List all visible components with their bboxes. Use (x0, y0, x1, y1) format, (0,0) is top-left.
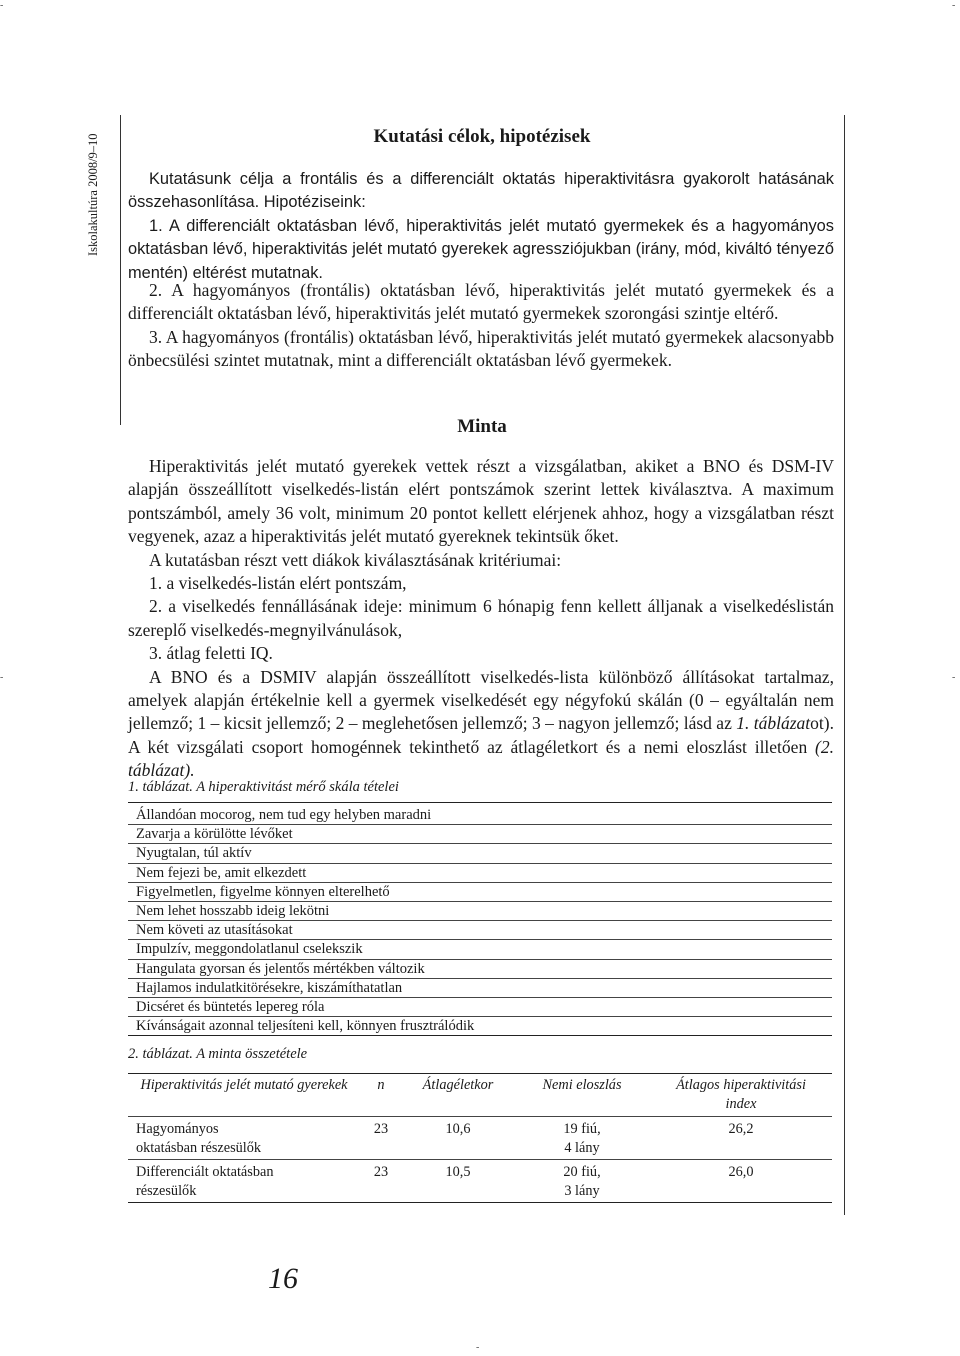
criteria-item-3: 3. átlag feletti IQ. (149, 643, 273, 664)
crop-mark: - (952, 672, 956, 683)
table-row (128, 1120, 832, 1158)
sample-title: Minta (457, 416, 507, 437)
cell-index: 26,0 (728, 1164, 754, 1180)
crop-mark: - (952, 0, 956, 11)
table-1-reference: 1. táblázat (736, 713, 811, 734)
hypothesis-3: 3. A hagyományos (frontális) oktatásban lévő, hiperaktivitás jelét mutató gyermekek alacsonyabb önbecsülési szintet mutatnak, mint a differenciált oktatásban lévő gyermekek. (128, 326, 834, 371)
table-row: Nem követi az utasításokat (136, 922, 293, 939)
table-row: Hangulata gyorsan és jelentős mértékben változik (136, 960, 425, 977)
table-header-row (128, 1076, 832, 1114)
cell-age: 10,5 (445, 1164, 471, 1180)
table-2-reference: (2. táblázat). (128, 736, 834, 781)
hypotheses-block-2 (128, 279, 834, 373)
table-rule (128, 802, 832, 803)
table-1-caption: 1. táblázat. A hiperaktivitást mérő skála tételei (128, 779, 399, 795)
hypothesis-2: 2. A hagyományos (frontális) oktatásban lévő, hiperaktivitás jelét mutató gyermekek és a differenciált oktatásban lévő, hiperaktivitás jelét mutató gyermekek szorongási szintje eltérő. (128, 280, 834, 324)
crop-mark: - (0, 0, 4, 11)
header-group: Hiperaktivitás jelét mutató gyerekek (140, 1077, 348, 1093)
header-sex: Nemi eloszlás (542, 1077, 622, 1093)
criteria-item-2: 2. a viselkedés fennállásának ideje: minimum 6 hónapig fenn kellett álljanak a viselkedéslistán szereplő viselkedés-megnyilvánulások, (128, 596, 834, 640)
table-row: Kívánságait azonnal teljesíteni kell, könnyen frusztrálódik (136, 1018, 475, 1035)
header-index: Átlagos hiperaktivitási index (676, 1077, 806, 1112)
cell-group: Differenciált oktatásban részesülők (136, 1164, 274, 1199)
table-row: Impulzív, meggondolatlanul cselekszik (136, 941, 363, 958)
hypothesis-1: 1. A differenciált oktatásban lévő, hiperaktivitás jelét mutató gyermekek és a hagyományos oktatásban lévő, hiperaktivitás jelét mutató gyerekek agressziójukban (irány, mód, kiváltó tényező mentén) eltérést mutatnak. (128, 216, 834, 282)
table-row: Nem fejezi be, amit elkezdett (136, 864, 307, 881)
criteria-intro: A kutatásban részt vett diákok kiválasztásának kritériumai: (149, 549, 562, 570)
crop-mark: - (476, 1342, 480, 1353)
table-2-caption: 2. táblázat. A minta összetétele (128, 1046, 308, 1062)
sample-paragraph: Hiperaktivitás jelét mutató gyerekek vettek részt a vizsgálatban, akiket a BNO és DSM-IV alapján összeállított viselkedés-listán elért pontszámok szerint lettek kiválasztva. A maximum pontszámból, amely 36 volt, minimum 20 pontot kellett elérjenek ahhoz, hogy a vizsgálatban részt vegyenek, azaz a hiperaktivitás jelét mutató gyereknek tekintsük őket. (128, 456, 834, 547)
header-n: n (377, 1077, 385, 1093)
hypotheses-block (128, 168, 834, 285)
section-title: Kutatási célok, hipotézisek (373, 126, 591, 147)
criteria-item-1: 1. a viselkedés-listán elért pontszám, (149, 573, 407, 594)
crop-mark: - (0, 672, 4, 683)
margin-rule-right (844, 115, 845, 1215)
table-row: Nyugtalan, túl aktív (136, 845, 252, 862)
intro-paragraph: Kutatásunk célja a frontális és a differenciált oktatás hiperaktivitásra gyakorolt hatásának összehasonlítása. Hipotéziseink: (128, 170, 834, 212)
cell-sex: 19 fiú, 4 lány (563, 1121, 601, 1156)
table-row: Hajlamos indulatkitörésekre, kiszámíthatatlan (136, 979, 403, 996)
table-rule (128, 1073, 832, 1074)
journal-running-head: Iskolakultúra 2008/9–10 (86, 133, 100, 256)
cell-sex: 20 fiú, 3 lány (563, 1164, 601, 1199)
cell-age: 10,6 (445, 1121, 471, 1137)
table-row: Zavarja a körülötte lévőket (136, 826, 293, 843)
cell-n: 23 (373, 1121, 389, 1137)
cell-group: Hagyományos oktatásban részesülők (136, 1121, 262, 1156)
header-age: Átlagéletkor (422, 1077, 494, 1093)
table-2 (128, 1076, 832, 1203)
cell-n: 23 (373, 1164, 389, 1180)
scale-paragraph: A BNO és a DSMIV alapján összeállított viselkedés-lista különböző állításokat tartalmaz, amelyek alapján értékelnie kell a gyermek viselkedését egy négyfokú skálán (0 – egyáltalán nem jellemző; 1 – kicsit jellemző; 2 – meglehetősen jellemző; 3 – nagyon jellemző; lásd az 1. táblázatot). A két vizsgálati csoport homogénnek tekinthető az átlagéletkort és a nemi eloszlást illetően (2. táblázat). (128, 666, 834, 781)
table-row: Dicséret és büntetés lepereg róla (136, 999, 325, 1015)
page-number: 16 (268, 1262, 298, 1295)
table-rule (128, 1035, 832, 1036)
table-row: Figyelmetlen, figyelme könnyen elterelhető (136, 883, 390, 900)
margin-rule (120, 115, 121, 425)
table-row (128, 1163, 832, 1201)
sample-block (128, 455, 834, 783)
table-row: Nem lehet hosszabb ideig lekötni (136, 903, 330, 919)
cell-index: 26,2 (728, 1121, 754, 1137)
table-row: Állandóan mocorog, nem tud egy helyben maradni (136, 807, 432, 823)
